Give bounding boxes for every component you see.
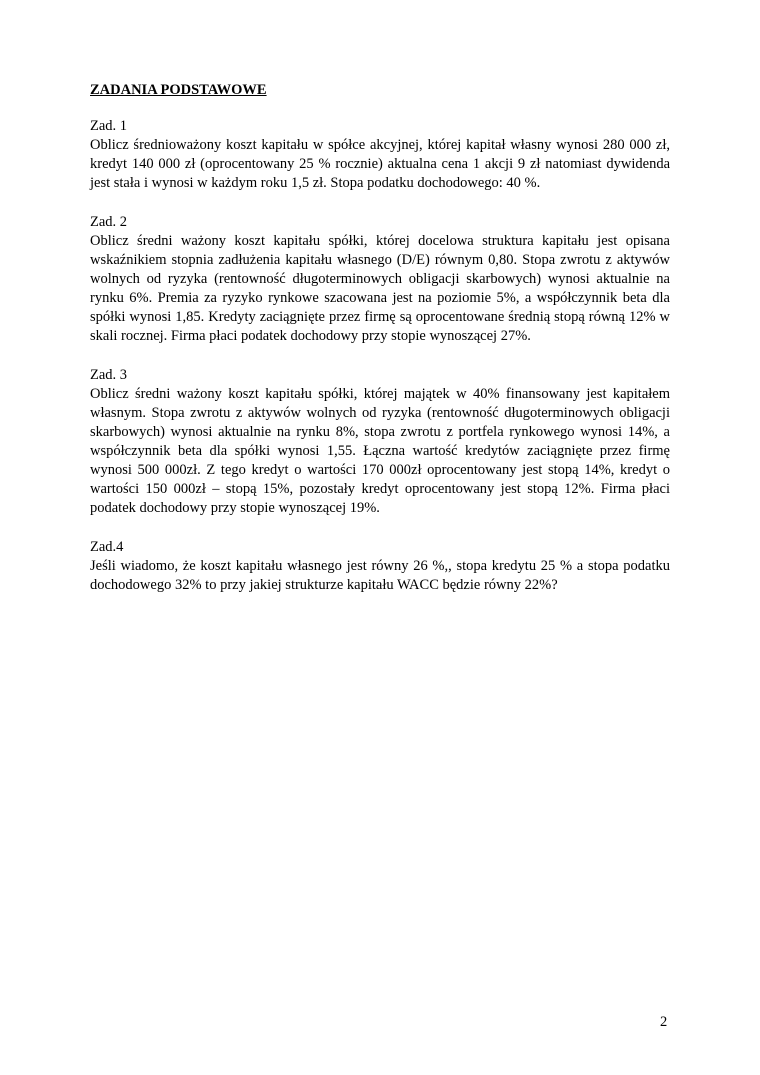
task-label: Zad. 1 [90,118,128,134]
task-text: Oblicz średni ważony koszt kapitału spółki, której majątek w 40% finansowany jest kapitałem własnym. Stopa zwrotu z aktywów wolnych od ryzyka (rentowność długoterminowych obligacji skarbowych) wynosi aktualnie na rynku 8%, stopa zwrotu z portfela rynkowego wynosi 14%, a współczynnik beta dla spółki wynosi 1,55. Łączna wartość kredytów zaciągnięte przez firmę wynosi 500 000zł. Z tego kredyt o wartości 170 000zł oprocentowany jest stopą 14%, kredyt o wartości 150 000zł – stopą 15%, pozostały kredyt oprocentowany jest stopą 12%. Firma płaci podatek dochodowy przy stopie wynoszącej 19%. [90,386,670,516]
task-text: Jeśli wiadomo, że koszt kapitału własnego jest równy 26 %,, stopa kredytu 25 % a stopa podatku dochodowego 32% to przy jakiej strukturze kapitału WACC będzie równy 22%? [90,558,670,593]
section-heading: ZADANIA PODSTAWOWE [90,82,267,98]
task-label: Zad. 3 [90,367,128,383]
task-1 [90,117,670,193]
page-number: 2 [660,1014,668,1030]
task-text: Oblicz średni ważony koszt kapitału spółki, której docelowa struktura kapitału jest opisana wskaźnikiem stopnia zadłużenia kapitału własnego (D/E) równym 0,80. Stopa zwrotu z aktywów wolnych od ryzyka (rentowność długoterminowych obligacji skarbowych) wynosi aktualnie na rynku 6%. Premia za ryzyko rynkowe szacowana jest na poziomie 5%, a współczynnik beta dla spółki wynosi 1,85. Kredyty zaciągnięte przez firmę są oprocentowane średnią stopą równą 12% w skali rocznej. Firma płaci podatek dochodowy przy stopie wynoszącej 27%. [90,233,670,344]
task-2 [90,213,670,346]
document-body [90,80,670,615]
task-label: Zad. 2 [90,214,128,230]
task-3 [90,366,670,518]
task-text: Oblicz średnioważony koszt kapitału w spółce akcyjnej, której kapitał własny wynosi 280 000 zł, kredyt 140 000 zł (oprocentowany 25 % rocznie) aktualna cena 1 akcji 9 zł natomiast dywidenda jest stała i wynosi w każdym roku 1,5 zł. Stopa podatku dochodowego: 40 %. [90,137,670,191]
task-4 [90,538,670,595]
task-label: Zad.4 [90,539,124,555]
